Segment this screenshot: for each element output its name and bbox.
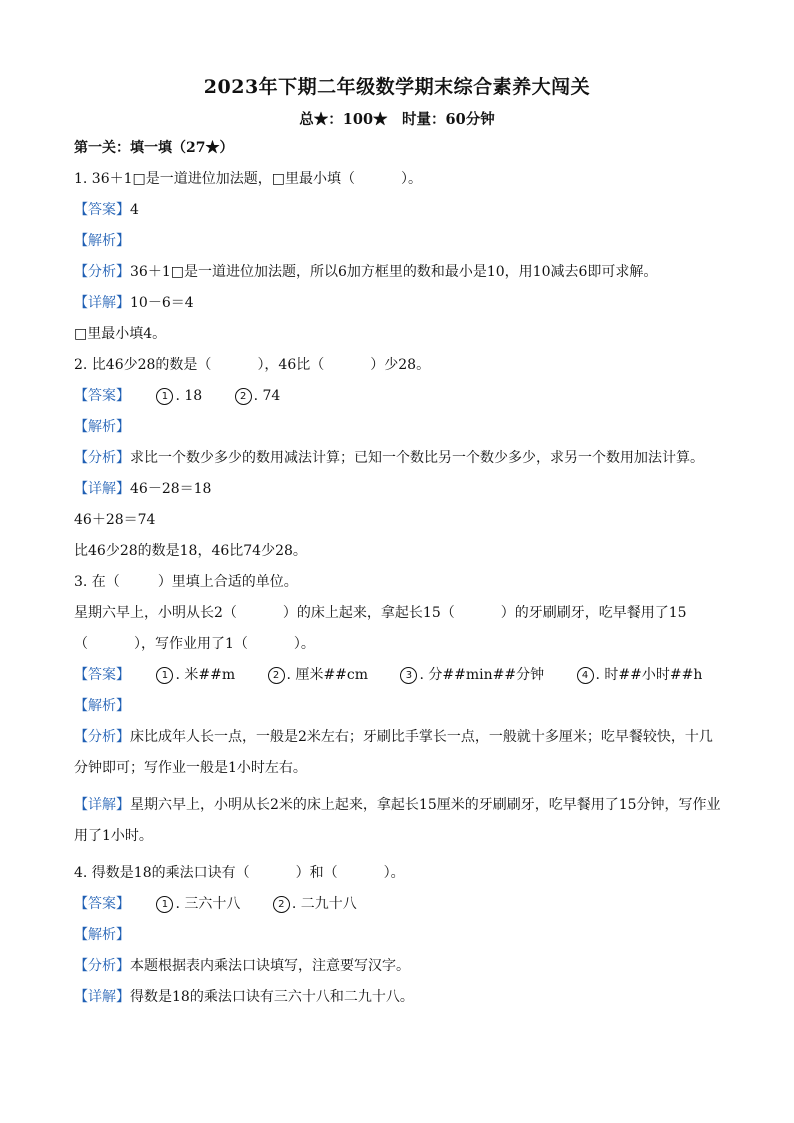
question-3-stem-line-3: （ ），写作业用了1（ ）。 xyxy=(74,636,315,652)
answer-label: 【答案】 xyxy=(74,202,130,218)
answer-item: 1 . 18 xyxy=(156,386,202,406)
circled-number: 1 xyxy=(156,896,173,913)
circled-number: 2 xyxy=(268,667,285,684)
question-1-fenxi: 【分析】36＋1□是一道进位加法题，所以6加方框里的数和最小是10，用10减去6即可求解。 xyxy=(74,264,658,280)
question-2-answer: 【答案】 1 . 18 2 . 74 xyxy=(74,388,281,404)
question-4-analysis-label: 【解析】 xyxy=(74,927,130,943)
circled-number: 1 xyxy=(156,388,173,405)
question-1-detail: 【详解】10－6＝4 xyxy=(74,295,194,311)
question-1-analysis-label: 【解析】 xyxy=(74,233,130,249)
question-2-stem: 2. 比46少28的数是（ ），46比（ ）少28。 xyxy=(74,357,431,373)
answer-item: 4 . 时##小时##h xyxy=(577,665,703,685)
document-body xyxy=(74,138,724,1018)
question-4-stem: 4. 得数是18的乘法口诀有（ ）和（ ）。 xyxy=(74,865,405,881)
question-1-stem: 1. 36＋1□是一道进位加法题，□里最小填（ ）。 xyxy=(74,171,422,187)
answer-item: 1 . 米##m xyxy=(156,665,235,685)
question-2-detail-2: 46＋28＝74 xyxy=(74,512,156,528)
page-title: 2023年下期二年级数学期末综合素养大闯关 xyxy=(203,76,591,98)
circled-number: 4 xyxy=(577,667,594,684)
question-3-analysis-label: 【解析】 xyxy=(74,698,130,714)
answer-item: 2 . 二九十八 xyxy=(273,894,357,914)
question-3-detail: 【详解】星期六早上，小明从长2米的床上起来，拿起长15厘米的牙刷刷牙，吃早餐用了15分钟，写作业用了1小时。 xyxy=(74,797,721,844)
answer-item: 1 . 三六十八 xyxy=(156,894,240,914)
answer-item: 3 . 分##min##分钟 xyxy=(400,665,544,685)
question-1-detail-2: □里最小填4。 xyxy=(74,326,167,342)
question-2-detail: 【详解】46－28＝18 xyxy=(74,481,212,497)
circled-number: 1 xyxy=(156,667,173,684)
answer-item: 2 . 74 xyxy=(235,386,281,406)
question-2-analysis-label: 【解析】 xyxy=(74,419,130,435)
circled-number: 2 xyxy=(235,388,252,405)
circled-number: 3 xyxy=(400,667,417,684)
question-4-detail: 【详解】得数是18的乘法口诀有三六十八和二九十八。 xyxy=(74,989,414,1005)
question-4-answer: 【答案】 1 . 三六十八 2 . 二九十八 xyxy=(74,896,357,912)
question-3-stem: 3. 在（ ）里填上合适的单位。 xyxy=(74,574,298,590)
question-4-fenxi: 【分析】本题根据表内乘法口诀填写，注意要写汉字。 xyxy=(74,958,410,974)
question-1-answer: 【答案】4 xyxy=(74,202,139,218)
question-2-detail-3: 比46少28的数是18，46比74少28。 xyxy=(74,543,307,559)
circled-number: 2 xyxy=(273,896,290,913)
question-3-answer: 【答案】 1 . 米##m 2 . 厘米##cm 3 . 分##min##分钟 4 . 时##小时##h xyxy=(74,667,703,683)
question-3-fenxi: 【分析】床比成年人长一点，一般是2米左右；牙刷比手掌长一点，一般就十多厘米；吃早餐较快，十几分钟即可；写作业一般是1小时左右。 xyxy=(74,729,713,776)
answer-item: 2 . 厘米##cm xyxy=(268,665,368,685)
question-3-stem-line-2: 星期六早上，小明从长2（ ）的床上起来，拿起长15（ ）的牙刷刷牙，吃早餐用了15 xyxy=(74,605,687,621)
section-heading: 第一关：填一填（27★） xyxy=(74,140,234,156)
question-2-fenxi: 【分析】求比一个数少多少的数用减法计算；已知一个数比另一个数少多少，求另一个数用加法计算。 xyxy=(74,450,704,466)
page-subtitle: 总★：100★ 时量：60分钟 xyxy=(299,111,495,128)
